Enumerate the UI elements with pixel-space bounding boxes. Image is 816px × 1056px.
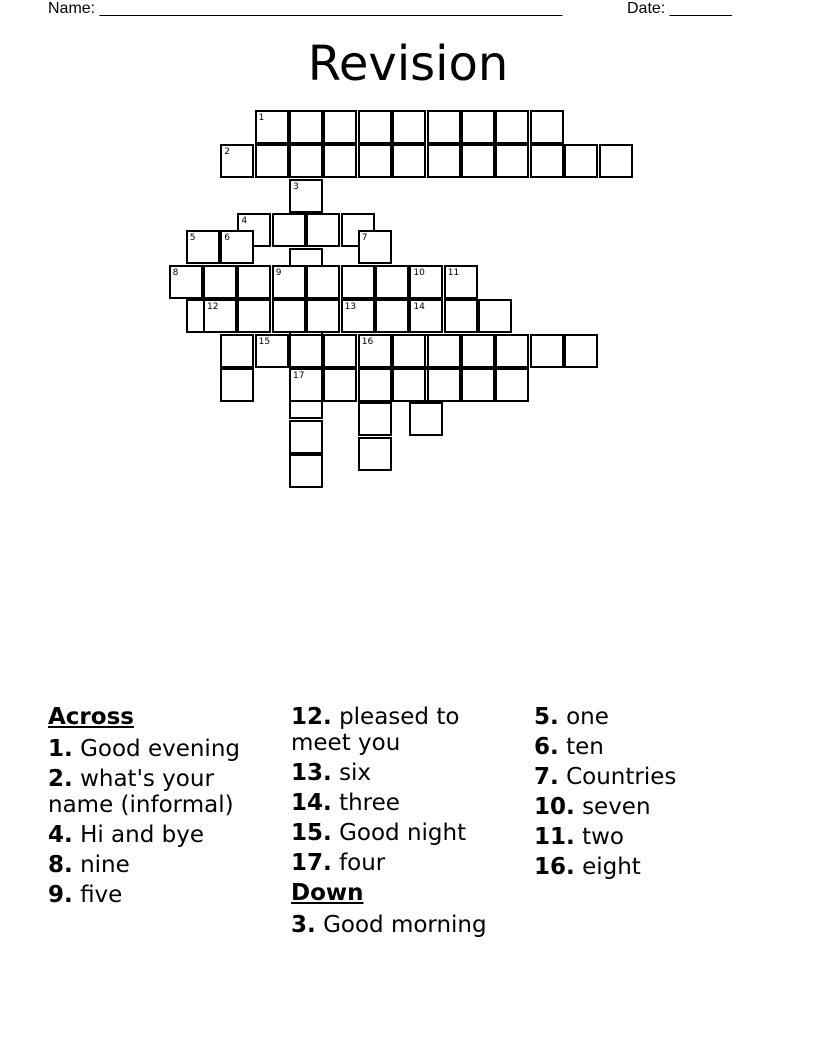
clue-down-11 xyxy=(534,824,764,850)
clue-number: 4. xyxy=(48,822,73,848)
crossword-cell[interactable] xyxy=(461,334,495,368)
clue-number: 8. xyxy=(48,852,73,878)
crossword-cell[interactable] xyxy=(392,334,426,368)
crossword-cell[interactable] xyxy=(358,368,392,402)
cell-number: 15 xyxy=(258,336,271,347)
cell-number: 8 xyxy=(172,267,179,278)
crossword-cell[interactable] xyxy=(220,144,254,178)
clue-number: 14. xyxy=(291,790,332,816)
crossword-cell[interactable] xyxy=(358,230,392,264)
clue-across-14 xyxy=(291,790,521,816)
crossword-cell[interactable] xyxy=(427,144,461,178)
crossword-cell[interactable] xyxy=(289,179,323,213)
crossword-cell[interactable] xyxy=(289,368,323,402)
crossword-cell[interactable] xyxy=(203,299,237,333)
clue-across-15 xyxy=(291,820,521,846)
crossword-cell[interactable] xyxy=(358,144,392,178)
crossword-cell[interactable] xyxy=(495,110,529,144)
clue-down-7 xyxy=(534,764,764,790)
clue-text: Hi and bye xyxy=(80,822,205,848)
clue-text: ten xyxy=(566,734,604,760)
clue-number: 2. xyxy=(48,766,73,792)
crossword-cell[interactable] xyxy=(341,265,375,299)
clue-across-17 xyxy=(291,850,521,876)
crossword-cell[interactable] xyxy=(444,299,478,333)
clue-across-8 xyxy=(48,852,278,878)
crossword-cell[interactable] xyxy=(220,230,254,264)
crossword-cell[interactable] xyxy=(306,213,340,247)
crossword-cell[interactable] xyxy=(427,110,461,144)
crossword-cell[interactable] xyxy=(564,334,598,368)
cell-number: 12 xyxy=(207,302,219,313)
clue-across-2 xyxy=(48,766,278,818)
clue-text: three xyxy=(339,790,400,816)
clue-number: 13. xyxy=(291,760,332,786)
crossword-cell[interactable] xyxy=(272,213,306,247)
cell-number: 9 xyxy=(275,267,282,278)
clue-number: 16. xyxy=(534,854,575,880)
crossword-cell[interactable] xyxy=(495,144,529,178)
crossword-cell[interactable] xyxy=(255,144,289,178)
crossword-cell[interactable] xyxy=(272,299,306,333)
crossword-cell[interactable] xyxy=(237,299,271,333)
crossword-cell[interactable] xyxy=(392,368,426,402)
crossword-cell[interactable] xyxy=(169,265,203,299)
cell-number: 6 xyxy=(224,233,230,244)
clue-number: 6. xyxy=(534,734,559,760)
clue-down-10 xyxy=(534,794,764,820)
crossword-cell[interactable] xyxy=(203,265,237,299)
clue-number: 3. xyxy=(291,912,316,938)
crossword-cell[interactable] xyxy=(461,110,495,144)
crossword-cell[interactable] xyxy=(392,144,426,178)
cell-number: 14 xyxy=(413,302,425,313)
crossword-cell[interactable] xyxy=(375,299,409,333)
clue-number: 5. xyxy=(534,704,559,730)
clue-text: Good night xyxy=(339,820,467,846)
crossword-cell[interactable] xyxy=(599,144,633,178)
clue-number: 10. xyxy=(534,794,575,820)
cell-number: 4 xyxy=(241,216,248,227)
clue-text: Good morning xyxy=(323,912,487,938)
cell-number: 16 xyxy=(361,336,374,347)
crossword-cell[interactable] xyxy=(478,299,512,333)
clue-text: five xyxy=(80,882,123,908)
clue-text: two xyxy=(582,824,624,850)
clue-down-6 xyxy=(534,734,764,760)
cell-number: 3 xyxy=(293,181,299,192)
crossword-cell[interactable] xyxy=(220,368,254,402)
clue-across-4 xyxy=(48,822,278,848)
crossword-cell[interactable] xyxy=(272,265,306,299)
crossword-cell[interactable] xyxy=(323,144,357,178)
clue-across-13 xyxy=(291,760,521,786)
crossword-cell[interactable] xyxy=(255,334,289,368)
crossword-cell[interactable] xyxy=(358,402,392,436)
clue-column-1 xyxy=(48,704,278,912)
crossword-cell[interactable] xyxy=(530,110,564,144)
clue-across-1 xyxy=(48,736,278,762)
crossword-cell[interactable] xyxy=(409,265,443,299)
clue-text: pleased to meet you xyxy=(291,704,460,756)
clue-across-12 xyxy=(291,704,521,756)
crossword-cell[interactable] xyxy=(323,368,357,402)
clue-column-2 xyxy=(291,704,521,942)
name-field-label: Name: ____________________________________________________ xyxy=(48,0,563,17)
cell-number: 13 xyxy=(344,302,357,313)
cell-number: 11 xyxy=(447,267,460,278)
crossword-cell[interactable] xyxy=(358,110,392,144)
crossword-cell[interactable] xyxy=(392,110,426,144)
date-field-label: Date: _______ xyxy=(627,0,732,17)
crossword-cell[interactable] xyxy=(461,368,495,402)
clue-number: 1. xyxy=(48,736,73,762)
crossword-cell[interactable] xyxy=(289,144,323,178)
clue-number: 11. xyxy=(534,824,575,850)
cell-number: 2 xyxy=(224,147,230,158)
clue-text: seven xyxy=(582,794,651,820)
crossword-cell[interactable] xyxy=(358,334,392,368)
clue-number: 17. xyxy=(291,850,332,876)
crossword-cell[interactable] xyxy=(495,334,529,368)
clue-down-16 xyxy=(534,854,764,880)
clue-number: 15. xyxy=(291,820,332,846)
clue-text: nine xyxy=(80,852,130,878)
crossword-cell[interactable] xyxy=(186,230,220,264)
across-heading: Across xyxy=(48,704,134,730)
cell-number: 10 xyxy=(413,267,425,278)
clue-number: 12. xyxy=(291,704,332,730)
crossword-cell[interactable] xyxy=(530,144,564,178)
crossword-cell[interactable] xyxy=(255,110,289,144)
crossword-cell[interactable] xyxy=(289,110,323,144)
cell-number: 7 xyxy=(361,233,368,244)
cell-number: 5 xyxy=(189,233,196,244)
crossword-cell[interactable] xyxy=(358,437,392,471)
clue-text: Good evening xyxy=(80,736,240,762)
crossword-cell[interactable] xyxy=(409,402,443,436)
crossword-cell[interactable] xyxy=(237,265,271,299)
clue-down-3 xyxy=(291,912,521,938)
crossword-cell[interactable] xyxy=(564,144,598,178)
crossword-cell[interactable] xyxy=(306,299,340,333)
crossword-cell[interactable] xyxy=(427,368,461,402)
crossword-cell[interactable] xyxy=(306,265,340,299)
clue-down-5 xyxy=(534,704,764,730)
crossword-cell[interactable] xyxy=(495,368,529,402)
page-title: Revision xyxy=(307,36,509,92)
clue-number: 7. xyxy=(534,764,559,790)
crossword-cell[interactable] xyxy=(530,334,564,368)
clue-text: one xyxy=(566,704,609,730)
crossword-cell[interactable] xyxy=(409,299,443,333)
crossword-cell[interactable] xyxy=(375,265,409,299)
crossword-cell[interactable] xyxy=(323,110,357,144)
clue-across-9 xyxy=(48,882,278,908)
cell-number: 17 xyxy=(293,371,305,381)
crossword-cell[interactable] xyxy=(289,454,323,488)
crossword-cell[interactable] xyxy=(289,334,323,368)
crossword-cell[interactable] xyxy=(461,144,495,178)
clue-text: six xyxy=(339,760,372,786)
down-heading: Down xyxy=(291,880,364,906)
clue-text: Countries xyxy=(566,764,677,790)
cell-number: 1 xyxy=(258,113,265,123)
clue-text: what's your name (informal) xyxy=(48,766,234,818)
clue-number: 9. xyxy=(48,882,73,908)
clue-text: eight xyxy=(582,854,641,880)
clue-column-3 xyxy=(534,704,764,884)
crossword-cell[interactable] xyxy=(427,334,461,368)
clue-text: four xyxy=(339,850,386,876)
crossword-cell[interactable] xyxy=(341,299,375,333)
crossword-cell[interactable] xyxy=(444,265,478,299)
crossword-cell[interactable] xyxy=(323,334,357,368)
crossword-cell[interactable] xyxy=(220,334,254,368)
crossword-cell[interactable] xyxy=(289,420,323,454)
